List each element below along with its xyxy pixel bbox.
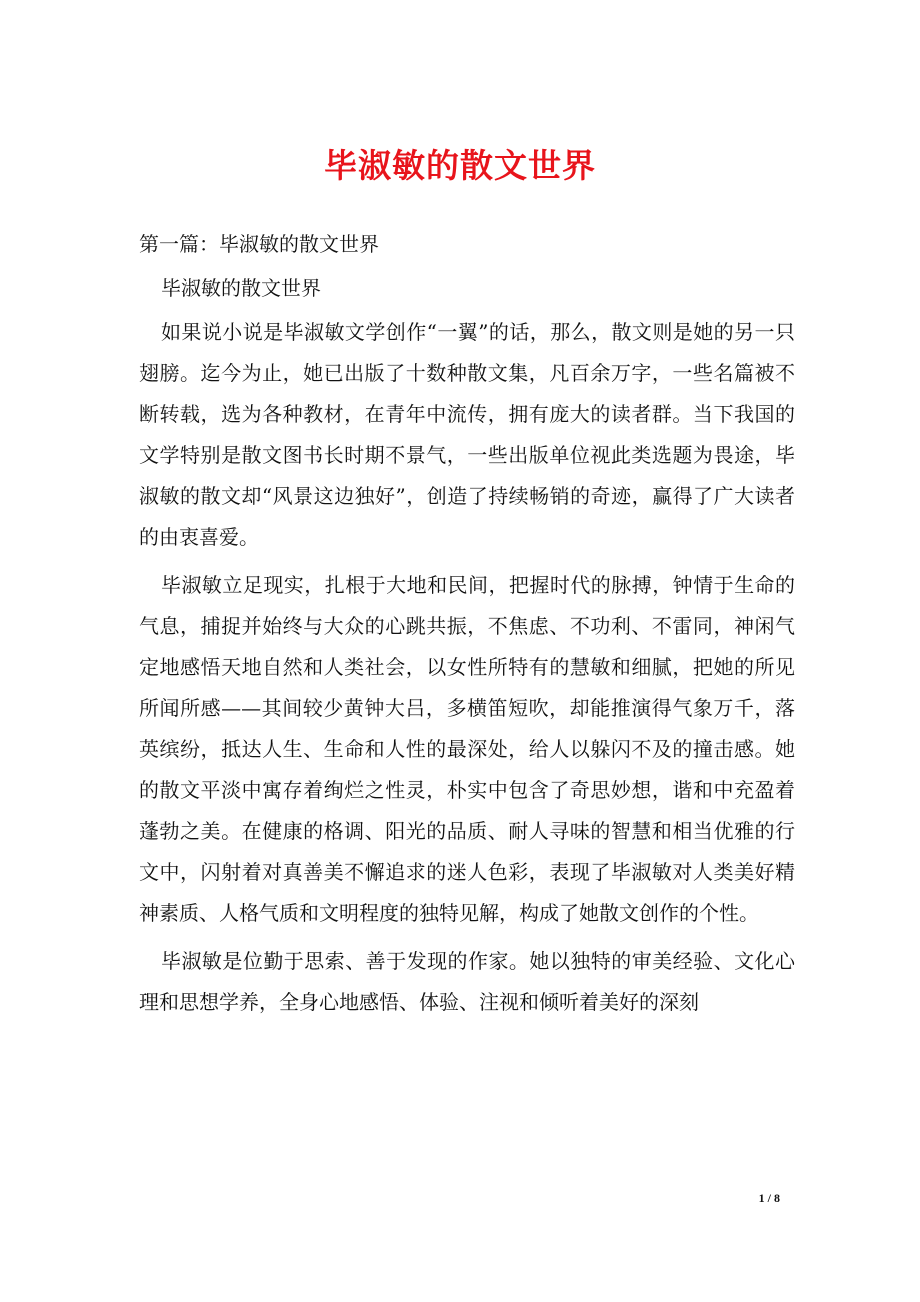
paragraph-2: 毕淑敏立足现实，扎根于大地和民间，把握时代的脉搏，钟情于生命的气息，捕捉并始终与大众的心跳共振，不焦虑、不功利、不雷同，神闲气定地感悟天地自然和人类社会，以女性所特有的慧敏和细腻，把她的所见所闻所感——其间较少黄钟大吕，多横笛短吹，却能推演得气象万千，落英缤纷，抵达人生、生命和人性的最深处，给人以躲闪不及的撞击感。她的散文平淡中寓存着绚烂之性灵，朴实中包含了奇思妙想，谐和中充盈着蓬勃之美。在健康的格调、阳光的品质、耐人寻味的智慧和相当优雅的行文中，闪射着对真善美不懈追求的迷人色彩，表现了毕淑敏对人类美好精神素质、人格气质和文明程度的独特见解，构成了她散文创作的个性。 [139,573,795,925]
section-heading: 第一篇：毕淑敏的散文世界 [139,232,379,256]
document-body [139,224,795,1023]
page-number: 1 / 8 [758,1191,780,1205]
paragraph-1: 如果说小说是毕淑敏文学创作“一翼”的话，那么，散文则是她的另一只翅膀。迄今为止，她已出版了十数种散文集，凡百余万字，一些名篇被不断转载，选为各种教材，在青年中流传，拥有庞大的读者群。当下我国的文学特别是散文图书长时期不景气，一些出版单位视此类选题为畏途，毕淑敏的散文却“风景这边独好”，创造了持续畅销的奇迹，赢得了广大读者的由衷喜爱。 [139,320,795,549]
paragraph-3: 毕淑敏是位勤于思索、善于发现的作家。她以独特的审美经验、文化心理和思想学养，全身心地感悟、体验、注视和倾听着美好的深刻 [139,949,795,1014]
section-subheading: 毕淑敏的散文世界 [161,276,321,300]
document-title: 毕淑敏的散文世界 [324,146,596,185]
